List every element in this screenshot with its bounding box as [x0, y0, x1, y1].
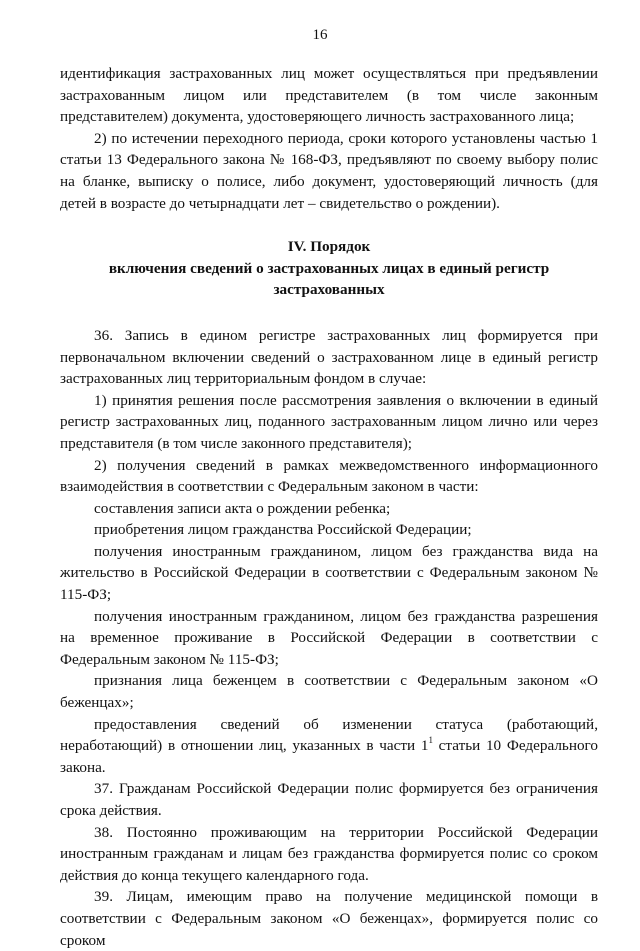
- paragraph-36: 36. Запись в едином регистре застрахованных лиц формируется при первоначальном включении сведений о застрахованном лице в единый регистр застрахованных лиц территориальным фондом в случае:: [60, 326, 598, 388]
- paragraph-39: 39. Лицам, имеющим право на получение медицинской помощи в соответствии с Федеральным законом «О беженцах», формируется полис со сроком: [60, 888, 598, 949]
- status-text: предоставления сведений об изменении статуса (работающий, неработающий) в отношении лиц, указанных в части 1: [60, 715, 598, 755]
- paragraph-37: 37. Гражданам Российской Федерации полис формируется без ограничения срока действия.: [60, 780, 598, 819]
- list-item-citizenship: приобретения лицом гражданства Российской Федерации;: [94, 521, 472, 539]
- paragraph-item-2: 2) по истечении переходного периода, сроки которого установлены частью 1 статьи 13 Федерального закона № 168-ФЗ, предъявляют по своему выбору полис на бланке, выписку о полисе, либо документ, удостоверяющий личность (для детей в возрасте до четырнадцати лет – свидетельство о рождении).: [60, 129, 598, 212]
- section-heading-title: включения сведений о застрахованных лицах в единый регистр: [108, 259, 550, 277]
- document-body: [60, 63, 598, 951]
- paragraph-36-item-2: 2) получения сведений в рамках межведомственного информационного взаимодействия в соответствии с Федеральным законом в части:: [60, 456, 598, 496]
- paragraph-continuation: идентификация застрахованных лиц может осуществляться при предъявлении застрахованным лицом или представителем (в том числе законным представителем) документа, удостоверяющего личность застрахованного лица;: [60, 65, 598, 126]
- superscript-marker: 1: [428, 735, 433, 746]
- page-number: 16: [312, 27, 328, 43]
- list-item-employment-status: [60, 714, 598, 779]
- list-item-temporary-residence: получения иностранным гражданином, лицом без гражданства разрешения на временное проживание в Российской Федерации в соответствии с Федеральным законом № 115-ФЗ;: [60, 607, 598, 668]
- section-heading-title-end: застрахованных: [273, 281, 385, 299]
- status-text-end: статьи 10 Федерального закона.: [60, 737, 598, 776]
- list-item-birth-record: составления записи акта о рождении ребенка;: [94, 499, 391, 517]
- list-item-refugee-status: признания лица беженцем в соответствии с Федеральным законом «О беженцах»;: [60, 672, 598, 712]
- list-item-residence-permit: получения иностранным гражданином, лицом без гражданства вида на жительство в Российской Федерации в соответствии с Федеральным законом № 115-ФЗ;: [60, 542, 598, 604]
- section-heading-number: IV. Порядок: [287, 238, 371, 256]
- paragraph-38: 38. Постоянно проживающим на территории Российской Федерации иностранным гражданам и лицам без гражданства формируется полис со сроком действия до конца текущего календарного года.: [60, 823, 598, 884]
- section-gap: [60, 301, 598, 325]
- paragraph-36-item-1: 1) принятия решения после рассмотрения заявления о включении в единый регистр застрахованных лиц, поданного застрахованным лицом лично или через представителя (в том числе законного представителя);: [60, 391, 598, 452]
